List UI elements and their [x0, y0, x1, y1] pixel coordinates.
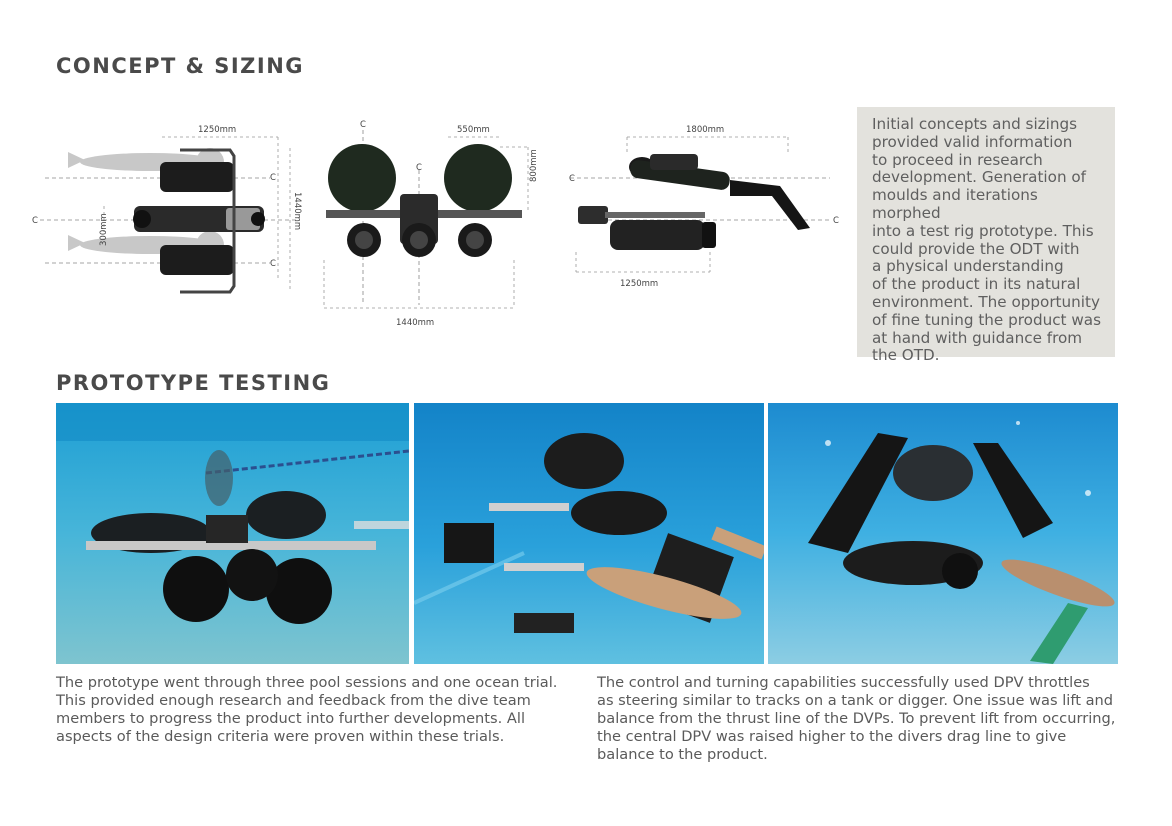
caption-left-line-3: members to progress the product into further developments. All [56, 710, 525, 727]
centerline-c-5: C [416, 163, 422, 173]
info-line-10: environment. The opportunity [872, 292, 1100, 311]
prototype-caption-left [56, 674, 576, 746]
caption-right-line-2: as steering similar to tracks on a tank or digger. One issue was lift and [597, 692, 1114, 709]
info-line-13: the OTD. [872, 346, 940, 365]
sizing-diagram-svg [30, 110, 845, 340]
pool-test-photo-3 [768, 403, 1118, 664]
concept-info-box [857, 107, 1115, 365]
side-rig-length-label: 1250mm [620, 279, 659, 289]
caption-left-line-4: aspects of the design criteria were proven within these trials. [56, 728, 505, 745]
info-line-7: could provide the ODT with [872, 239, 1080, 258]
info-line-6: into a test rig prototype. This [872, 221, 1094, 240]
caption-right-line-1: The control and turning capabilities successfully used DPV throttles [597, 674, 1090, 691]
front-height-label: 800mm [529, 149, 539, 182]
caption-right-line-4: the central DPV was raised higher to the divers drag line to give [597, 728, 1067, 745]
centerline-c-3: C [270, 259, 276, 269]
front-view-diagram [326, 144, 522, 257]
info-line-4: development. Generation of [872, 168, 1087, 187]
prototype-testing-heading: PROTOTYPE TESTING [56, 371, 331, 395]
info-line-8: a physical understanding [872, 257, 1064, 276]
info-line-3: to proceed in research [872, 150, 1043, 169]
centerline-c-1: C [32, 216, 38, 226]
side-view-diagram [578, 154, 810, 250]
pool-test-photo-2 [414, 403, 764, 664]
concept-sizing-diagrams [30, 110, 845, 340]
front-width-label: 1440mm [396, 318, 435, 328]
caption-left-line-1: The prototype went through three pool sessions and one ocean trial. [56, 674, 558, 691]
top-view-length-label: 1250mm [198, 125, 237, 135]
prototype-caption-right [597, 674, 1137, 764]
dpv-height-label: 300mm [99, 213, 109, 246]
front-spacing-label: 550mm [457, 125, 490, 135]
info-line-9: of the product in its natural [872, 275, 1081, 294]
caption-right-line-3: balance from the thrust line of the DVPs. To prevent lift from occurring, [597, 710, 1116, 727]
concept-sizing-heading: CONCEPT & SIZING [56, 54, 305, 78]
info-line-2: provided valid information [872, 132, 1073, 151]
caption-left-line-2: This provided enough research and feedback from the dive team [56, 692, 531, 709]
info-line-5: moulds and iterations morphed [872, 186, 1038, 222]
centerline-c-2: C [270, 173, 276, 183]
info-line-11: of fine tuning the product was [872, 310, 1101, 329]
info-line-1: Initial concepts and sizings [872, 115, 1078, 133]
centerline-c-6: C [569, 174, 575, 184]
caption-right-line-5: balance to the product. [597, 746, 768, 763]
top-view-width-label: 1440mm [292, 192, 302, 231]
centerline-c-7: C [833, 216, 839, 226]
centerline-c-4: C [360, 120, 366, 130]
pool-test-photo-1 [56, 403, 409, 664]
side-diver-length-label: 1800mm [686, 125, 725, 135]
info-line-12: at hand with guidance from [872, 328, 1083, 347]
